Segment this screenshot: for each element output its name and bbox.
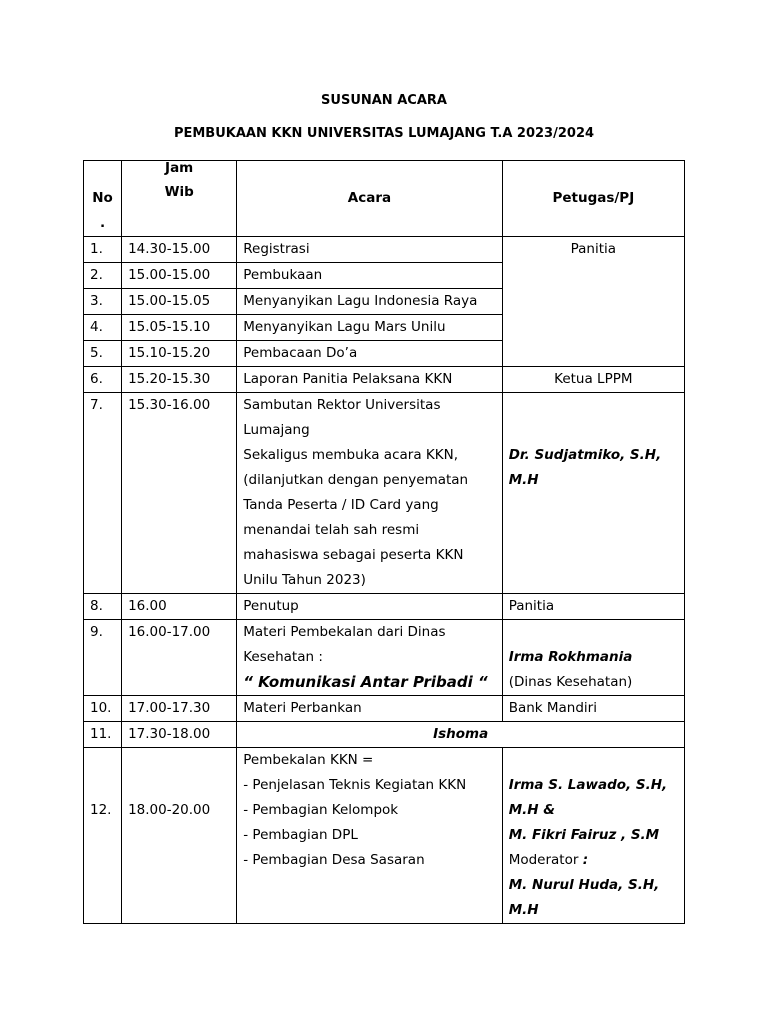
row-no: 10. [84,696,122,722]
row-officer: Ketua LPPM [502,367,684,393]
row-time: 17.00-17.30 [122,696,237,722]
row-time: 17.30-18.00 [122,722,237,748]
row-time: 15.00-15.00 [122,263,237,289]
row-time: 15.20-15.30 [122,367,237,393]
row-no: 9. [84,620,122,696]
row-time: 18.00-20.00 [122,748,237,924]
row-time: 14.30-15.00 [122,237,237,263]
table-row [84,620,685,696]
table-row [84,696,685,722]
document-subtitle: PEMBUKAAN KKN UNIVERSITAS LUMAJANG T.A 2023/2024 [173,126,595,141]
row-event: Penutup [237,594,502,620]
table-row [84,367,685,393]
row-event: Materi Pembekalan dari Dinas Kesehatan : “ Komunikasi Antar Pribadi “ [237,620,502,696]
row-event: Sambutan Rektor Universitas Lumajang Sekaligus membuka acara KKN, (dilanjutkan dengan penyematan Tanda Peserta / ID Card yang menandai telah sah resmi mahasiswa sebagai peserta KKN Unilu Tahun 2023) [237,393,502,594]
row-no: 11. [84,722,122,748]
row-event: Menyanyikan Lagu Indonesia Raya [237,289,502,315]
row-no: 4. [84,315,122,341]
row-time: 16.00 [122,594,237,620]
table-header-row [84,161,685,237]
row-time: 15.30-16.00 [122,393,237,594]
row-no: 7. [84,393,122,594]
row-time: 15.05-15.10 [122,315,237,341]
event-topic-quote: “ Komunikasi Antar Pribadi “ [243,673,488,691]
row-no: 5. [84,341,122,367]
table-row [84,722,685,748]
table-row [84,594,685,620]
row-event: Materi Perbankan [237,696,502,722]
row-event: Pembacaan Do’a [237,341,502,367]
agenda-table [83,160,685,924]
row-no: 8. [84,594,122,620]
row-no: 6. [84,367,122,393]
row-no: 2. [84,263,122,289]
row-no: 12. [84,748,122,924]
row-event: Menyanyikan Lagu Mars Unilu [237,315,502,341]
row-event: Laporan Panitia Pelaksana KKN [237,367,502,393]
row-officer: Irma S. Lawado, S.H, M.H & M. Fikri Fairuz , S.M Moderator : M. Nurul Huda, S.H, M.H [502,748,684,924]
table-row [84,748,685,924]
header-no: No . [84,161,122,237]
document-title: SUSUNAN ACARA [321,93,447,108]
row-time: 15.00-15.05 [122,289,237,315]
row-no: 1. [84,237,122,263]
header-petugas: Petugas/PJ [502,161,684,237]
row-officer: Bank Mandiri [502,696,684,722]
row-officer: Dr. Sudjatmiko, S.H, M.H [502,393,684,594]
row-time: 15.10-15.20 [122,341,237,367]
header-acara: Acara [237,161,502,237]
row-no: 3. [84,289,122,315]
header-jam: Jam Wib [122,161,237,237]
row-event-break: Ishoma [237,722,685,748]
table-row [84,393,685,594]
row-event: Registrasi [237,237,502,263]
row-event: Pembukaan [237,263,502,289]
row-officer: Panitia [502,237,684,367]
row-officer: Irma Rokhmania (Dinas Kesehatan) [502,620,684,696]
table-row [84,237,685,263]
row-officer: Panitia [502,594,684,620]
row-time: 16.00-17.00 [122,620,237,696]
row-event: Pembekalan KKN = - Penjelasan Teknis Kegiatan KKN - Pembagian Kelompok - Pembagian DPL - Pembagian Desa Sasaran [237,748,502,924]
